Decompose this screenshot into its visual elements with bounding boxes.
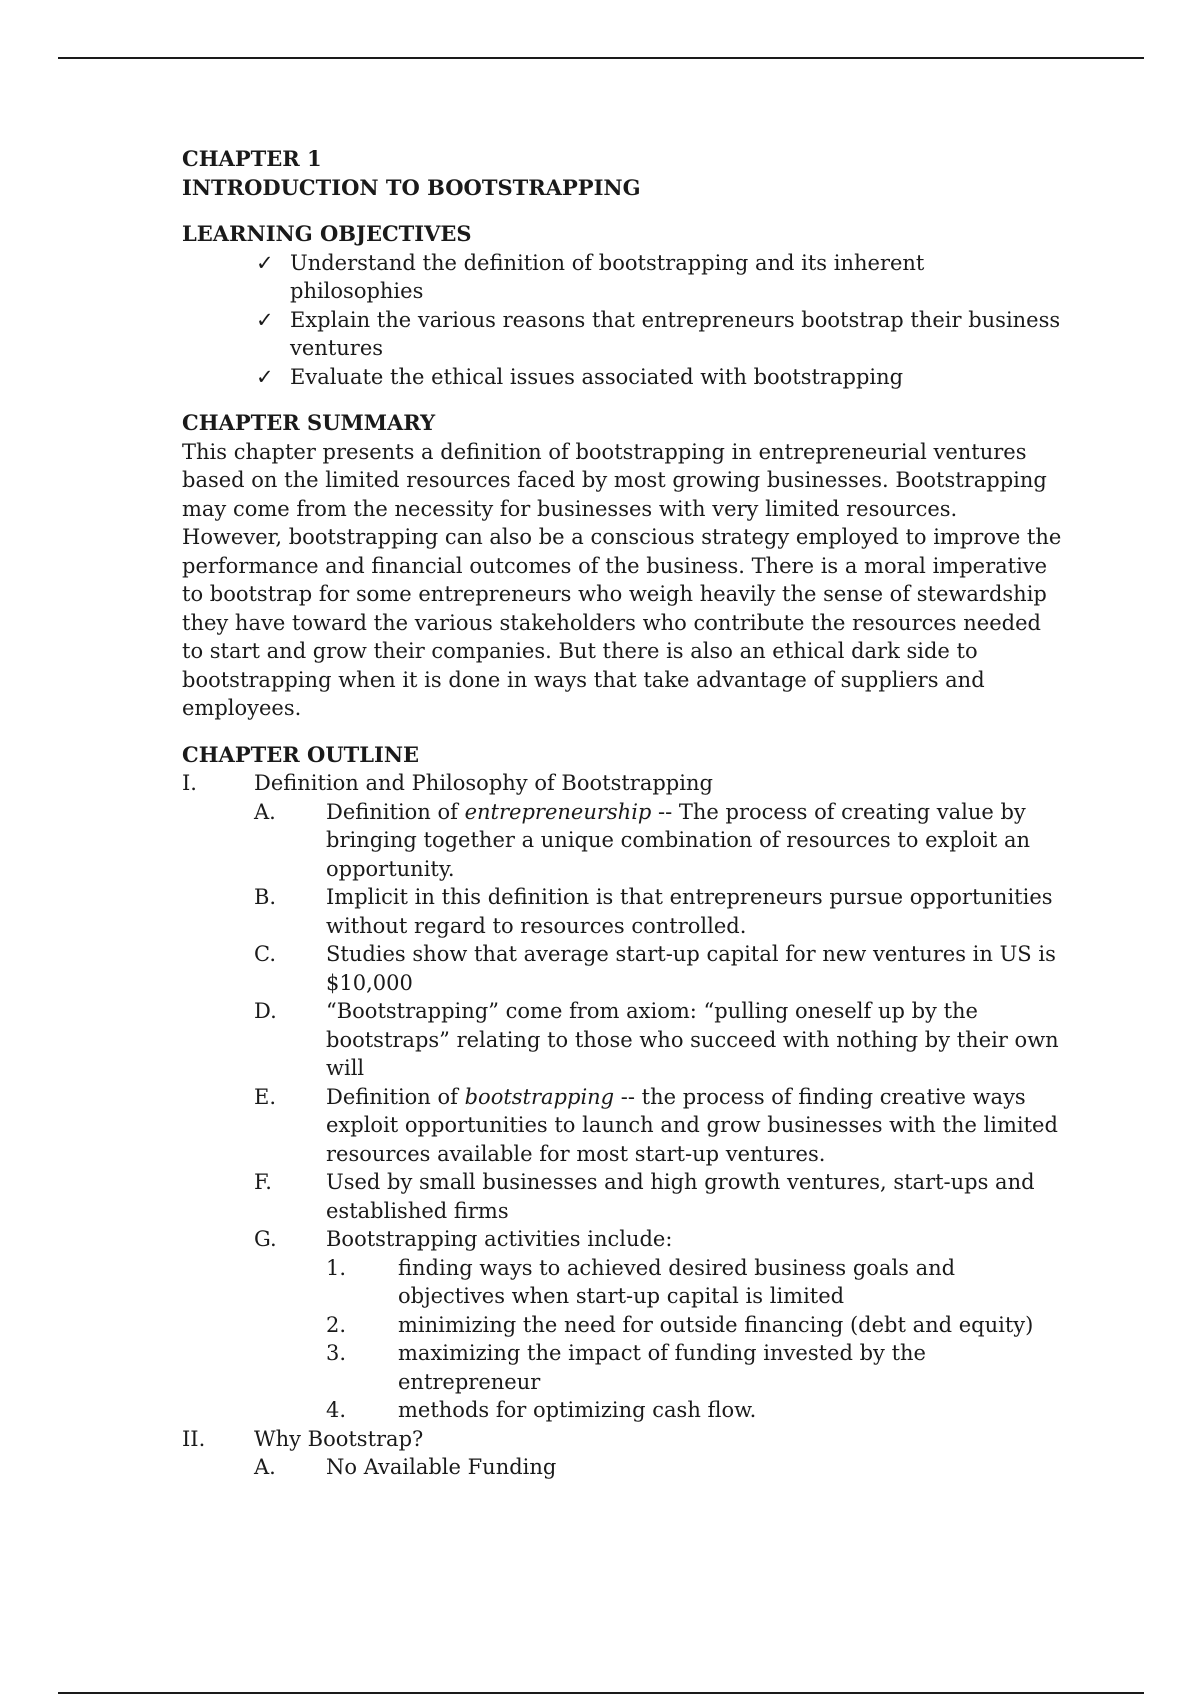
section-title: Why Bootstrap? [254,1426,424,1451]
outline-item: A. No Available Funding [254,1455,557,1479]
outline-item: G. Bootstrapping activities include: [254,1227,673,1251]
outline-section: II. Why Bootstrap? [182,1426,424,1451]
activity-item: 4. methods for optimizing cash flow. [326,1398,757,1422]
document-body [182,145,1062,1482]
objective-item: ✓ Explain the various reasons that entrepreneurs bootstrap their business ventures [256,307,1061,360]
section-title: Definition and Philosophy of Bootstrapping [254,771,713,795]
checkmark-icon: ✓ [256,250,274,275]
outline-item: A. Definition of entrepreneurship -- The process of creating value by bringing together a unique combination of resources to exploit an opportunity. [254,799,1031,881]
objectives-heading: LEARNING OBJECTIVES [182,221,472,246]
footer-rule [58,1692,1144,1694]
activity-item: 3. maximizing the impact of funding invested by the entrepreneur [326,1341,926,1394]
outline-section: I. Definition and Philosophy of Bootstrapping [182,771,713,795]
outline-item: C. Studies show that average start-up capital for new ventures in US is $10,000 [254,942,1056,995]
objective-item: ✓ Understand the definition of bootstrapping and its inherent philosophies [256,250,925,303]
objective-item: ✓ Evaluate the ethical issues associated with bootstrapping [254,363,1062,392]
header-rule [58,57,1144,59]
objectives-list [182,249,1062,392]
outline-item: D. “Bootstrapping” come from axiom: “pulling oneself up by the bootstraps” relating to those who succeed with nothing by their own will [254,999,1059,1080]
chapter-title: INTRODUCTION TO BOOTSTRAPPING [182,174,641,200]
outline-item: E. Definition of bootstrapping -- the process of finding creative ways exploit opportunities to launch and grow businesses with the limited resources available for most start-up ventures. [254,1084,1058,1166]
activity-item: 1. finding ways to achieved desired business goals and objectives when start-up capital is limited [326,1255,956,1308]
outline-item: B. Implicit in this definition is that entrepreneurs pursue opportunities without regard to resources controlled. [254,885,1053,938]
activity-item: 2. minimizing the need for outside financing (debt and equity) [326,1312,1034,1337]
outline-item: F. Used by small businesses and high growth ventures, start-ups and established firms [254,1170,1035,1223]
checkmark-icon: ✓ [256,307,274,332]
summary-paragraph: This chapter presents a definition of bootstrapping in entrepreneurial ventures based on the limited resources faced by most growing businesses. Bootstrapping may come from the necessity for businesses with very limited resources. However, bootstrapping can also be a conscious strategy employed to improve the performance and financial outcomes of the business. There is a moral imperative to bootstrap for some entrepreneurs who weigh heavily the sense of stewardship they have toward the various stakeholders who contribute the resources needed to start and grow their companies. But there is also an ethical dark side to bootstrapping when it is done in ways that take advantage of suppliers and employees. [182,439,1062,720]
chapter-number: CHAPTER 1 [182,146,322,171]
summary-heading: CHAPTER SUMMARY [182,410,436,435]
outline-heading: CHAPTER OUTLINE [182,741,420,767]
checkmark-icon: ✓ [256,364,274,389]
